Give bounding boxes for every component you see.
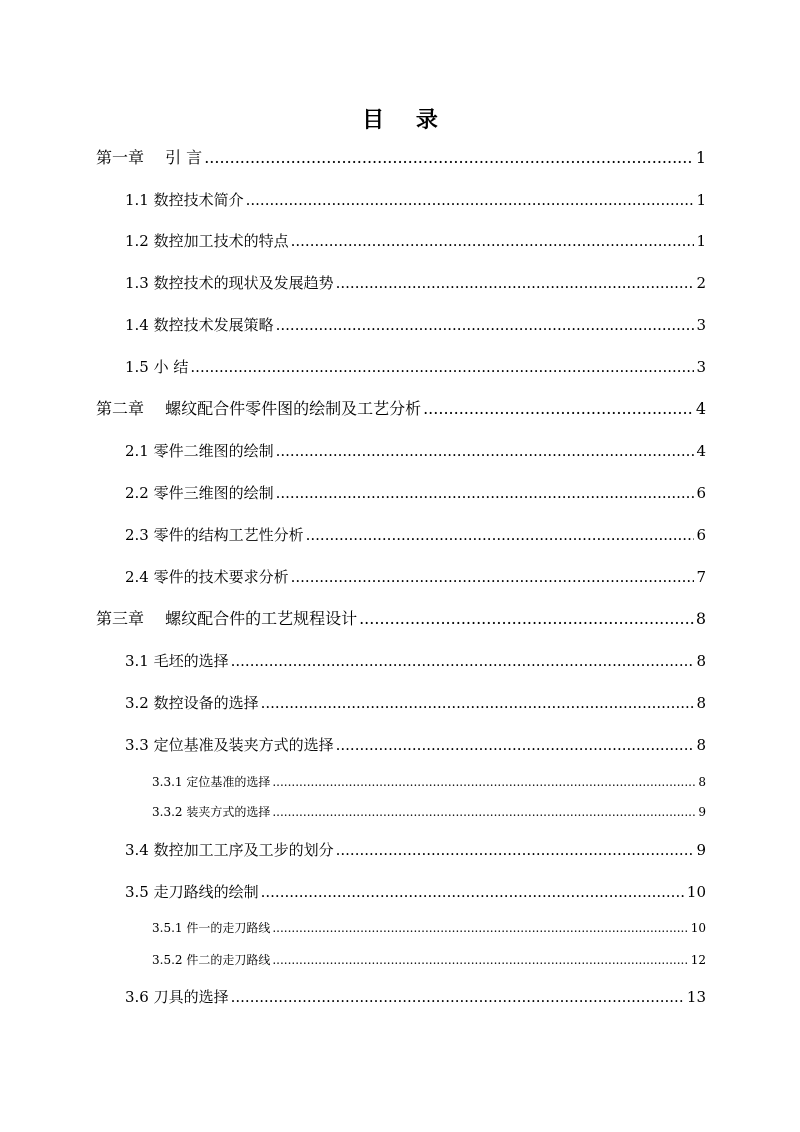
toc-entry-label: 1.3 数控技术的现状及发展趋势 <box>125 274 334 292</box>
toc-entry-2-4[interactable] <box>125 570 706 585</box>
toc-entry-page: 4 <box>695 399 706 418</box>
toc-entry-3-1[interactable] <box>125 654 706 669</box>
toc-entry-label: 3.3 定位基准及装夹方式的选择 <box>125 736 334 754</box>
toc-entry-label: 2.1 零件二维图的绘制 <box>125 442 274 460</box>
toc-entry-page: 4 <box>696 442 706 460</box>
toc-entry-label: 3.2 数控设备的选择 <box>125 694 259 712</box>
dot-leader <box>276 444 695 459</box>
dot-leader <box>359 611 694 627</box>
toc-entry-label: 1.1 数控技术简介 <box>125 191 244 209</box>
toc-entry-page: 1 <box>696 191 706 209</box>
toc-entry-page: 7 <box>696 568 706 586</box>
toc-entry-label: 1.2 数控加工技术的特点 <box>125 232 289 250</box>
toc-entry-3-5-1[interactable] <box>152 922 706 934</box>
toc-entry-page: 9 <box>698 805 706 819</box>
toc-entry-label: 1.5 小 结 <box>125 358 189 376</box>
toc-entry-label: 3.4 数控加工工序及工步的划分 <box>125 841 334 859</box>
toc-entry-page: 10 <box>686 883 706 901</box>
dot-leader <box>306 528 695 543</box>
dot-leader <box>272 806 696 818</box>
toc-entry-3-6[interactable] <box>125 990 706 1005</box>
toc-entry-label: 1.4 数控技术发展策略 <box>125 316 274 334</box>
toc-entry-label: 3.1 毛坯的选择 <box>125 652 229 670</box>
toc-entry-page: 8 <box>695 609 706 628</box>
dot-leader <box>276 486 695 501</box>
toc-entry-label: 3.3.2 装夹方式的选择 <box>152 805 271 819</box>
toc-entry-page: 2 <box>696 274 706 292</box>
toc-entry-1-1[interactable] <box>125 193 706 208</box>
toc-entry-label: 第二章 螺纹配合件零件图的绘制及工艺分析 <box>96 399 422 418</box>
dot-leader <box>190 360 694 375</box>
dot-leader <box>231 990 685 1005</box>
toc-entry-label: 第一章 引 言 <box>96 148 203 167</box>
dot-leader <box>261 885 685 900</box>
toc-entry-label: 2.3 零件的结构工艺性分析 <box>125 526 304 544</box>
toc-entry-1-2[interactable] <box>125 234 706 249</box>
toc-entry-label: 2.2 零件三维图的绘制 <box>125 484 274 502</box>
toc-entry-2-2[interactable] <box>125 486 706 501</box>
toc-entry-page: 8 <box>696 694 706 712</box>
toc-entry-label: 3.5.1 件一的走刀路线 <box>152 921 271 935</box>
toc-entry-label: 2.4 零件的技术要求分析 <box>125 568 289 586</box>
dot-leader <box>291 570 695 585</box>
toc-entry-chapter-2[interactable] <box>96 401 706 417</box>
dot-leader <box>246 193 695 208</box>
dot-leader <box>423 401 694 417</box>
toc-entry-page: 8 <box>698 775 706 789</box>
toc-entry-3-4[interactable] <box>125 843 706 858</box>
toc-entry-3-3-2[interactable] <box>152 806 706 818</box>
toc-entry-label: 第三章 螺纹配合件的工艺规程设计 <box>96 609 358 628</box>
dot-leader <box>291 234 695 249</box>
toc-entry-page: 6 <box>696 526 706 544</box>
toc-entry-1-5[interactable] <box>125 360 706 375</box>
dot-leader <box>276 318 695 333</box>
toc-entry-3-5-2[interactable] <box>152 954 706 966</box>
toc-entry-1-3[interactable] <box>125 276 706 291</box>
dot-leader <box>272 954 688 966</box>
toc-entry-page: 12 <box>690 953 706 967</box>
toc-entry-page: 1 <box>696 232 706 250</box>
dot-leader <box>336 276 695 291</box>
toc-entry-label: 3.5 走刀路线的绘制 <box>125 883 259 901</box>
dot-leader <box>204 150 694 166</box>
dot-leader <box>272 776 696 788</box>
dot-leader <box>336 843 695 858</box>
toc-entry-page: 8 <box>696 652 706 670</box>
toc-entry-page: 1 <box>695 148 706 167</box>
toc-entry-2-1[interactable] <box>125 444 706 459</box>
toc-entry-page: 3 <box>696 316 706 334</box>
toc-entry-page: 13 <box>686 988 706 1006</box>
toc-entry-page: 8 <box>696 736 706 754</box>
toc-entry-1-4[interactable] <box>125 318 706 333</box>
toc-entry-label: 3.6 刀具的选择 <box>125 988 229 1006</box>
toc-entry-page: 3 <box>696 358 706 376</box>
dot-leader <box>272 922 688 934</box>
toc-entry-3-3-1[interactable] <box>152 776 706 788</box>
toc-entry-chapter-3[interactable] <box>96 611 706 627</box>
toc-entry-label: 3.5.2 件二的走刀路线 <box>152 953 271 967</box>
toc-entry-page: 6 <box>696 484 706 502</box>
toc-entry-chapter-1[interactable] <box>96 150 706 166</box>
toc-entry-label: 3.3.1 定位基准的选择 <box>152 775 271 789</box>
dot-leader <box>231 654 695 669</box>
toc-entry-3-5[interactable] <box>125 885 706 900</box>
dot-leader <box>336 738 695 753</box>
toc-entry-3-3[interactable] <box>125 738 706 753</box>
dot-leader <box>261 696 695 711</box>
toc-entry-3-2[interactable] <box>125 696 706 711</box>
toc-title: 目 录 <box>362 107 450 133</box>
toc-entry-2-3[interactable] <box>125 528 706 543</box>
toc-entry-page: 10 <box>690 921 706 935</box>
toc-entry-page: 9 <box>696 841 706 859</box>
